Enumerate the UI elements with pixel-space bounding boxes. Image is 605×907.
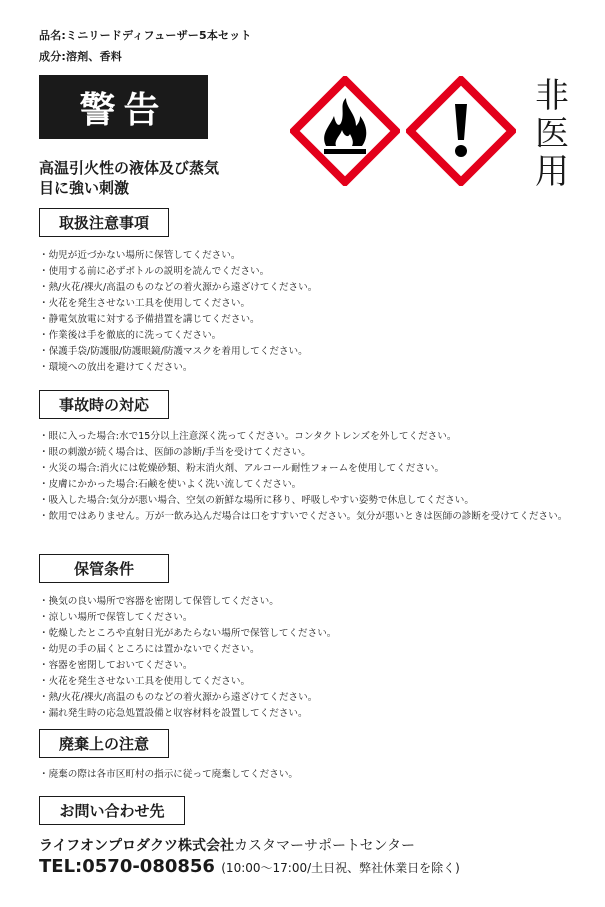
list-item: ・使用する前に必ずボトルの説明を読んでください。 — [39, 266, 270, 277]
hazard-line-1: 高温引火性の液体及び蒸気 — [39, 159, 220, 177]
non-medical-label — [535, 77, 569, 191]
list-item: ・火災の場合:消火には乾燥砂類、粉末消火剤、アルコール耐性フォームを使用してください。 — [39, 463, 445, 474]
list-item: ・火花を発生させない工具を使用してください。 — [39, 676, 251, 687]
list-item: ・飲用ではありません。万が一飲み込んだ場合は口をすすいでください。気分が悪いときは医師の診断を受けてください。 — [39, 511, 568, 522]
accident-list — [39, 429, 584, 525]
hazard-statements — [39, 158, 219, 198]
list-item: ・廃棄の際は各市区町村の指示に従って廃棄してください。 — [39, 769, 299, 780]
list-item: ・熱/火花/裸火/高温のものなどの着火源から遠ざけてください。 — [39, 282, 318, 293]
section-title-storage: 保管条件 — [39, 554, 169, 583]
non-medical-char-2: 医 — [535, 114, 569, 154]
list-item: ・幼児の手の届くところには置かないでください。 — [39, 644, 260, 655]
exclamation-icon — [406, 76, 516, 186]
product-name: 品名:ミニリードディフューザー5本セット — [39, 29, 252, 42]
contact-company-line — [39, 835, 415, 855]
hazard-line-2: 目に強い刺激 — [39, 179, 130, 197]
flame-icon — [290, 76, 400, 186]
disposal-list — [39, 767, 298, 783]
ingredients: 成分:溶剤、香料 — [39, 50, 122, 63]
list-item: ・熱/火花/裸火/高温のものなどの着火源から遠ざけてください。 — [39, 692, 318, 703]
list-item: ・漏れ発生時の応急処置設備と収容材料を設置してください。 — [39, 708, 308, 719]
non-medical-char-3: 用 — [535, 152, 569, 192]
support-center: カスタマーサポートセンター — [234, 838, 416, 854]
list-item: ・眼に入った場合:水で15分以上注意深く洗ってください。コンタクトレンズを外してください。 — [39, 431, 457, 442]
contact-tel-line — [39, 856, 460, 877]
list-item: ・火花を発生させない工具を使用してください。 — [39, 298, 251, 309]
list-item: ・涼しい場所で保管してください。 — [39, 612, 193, 623]
list-item: ・眼の刺激が続く場合は、医師の診断/手当を受けてください。 — [39, 447, 311, 458]
list-item: ・換気の良い場所で容器を密閉して保管してください。 — [39, 596, 279, 607]
list-item: ・幼児が近づかない場所に保管してください。 — [39, 250, 241, 261]
handling-list — [39, 248, 317, 376]
list-item: ・乾燥したところや直射日光があたらない場所で保管してください。 — [39, 628, 337, 639]
non-medical-char-1: 非 — [535, 76, 569, 116]
section-title-accident: 事故時の対応 — [39, 390, 169, 419]
business-hours: (10:00〜17:00/土日祝、弊社休業日を除く) — [221, 861, 460, 875]
list-item: ・作業後は手を徹底的に洗ってください。 — [39, 330, 222, 341]
section-title-handling: 取扱注意事項 — [39, 208, 169, 237]
warning-label: 警告 — [39, 75, 208, 139]
list-item: ・吸入した場合:気分が悪い場合、空気の新鮮な場所に移り、呼吸しやすい姿勢で休息してください。 — [39, 495, 474, 506]
list-item: ・容器を密閉しておいてください。 — [39, 660, 193, 671]
company-name: ライフオンプロダクツ株式会社 — [39, 838, 235, 854]
section-title-contact: お問い合わせ先 — [39, 796, 185, 825]
list-item: ・環境への放出を避けてください。 — [39, 362, 193, 373]
tel-number: TEL:0570-080856 — [39, 856, 215, 877]
list-item: ・保護手袋/防護服/防護眼鏡/防護マスクを着用してください。 — [39, 346, 308, 357]
list-item: ・皮膚にかかった場合:石鹸を使いよく洗い流してください。 — [39, 479, 302, 490]
section-title-disposal: 廃棄上の注意 — [39, 729, 169, 758]
list-item: ・静電気放電に対する予備措置を講じてください。 — [39, 314, 260, 325]
storage-list — [39, 594, 336, 722]
